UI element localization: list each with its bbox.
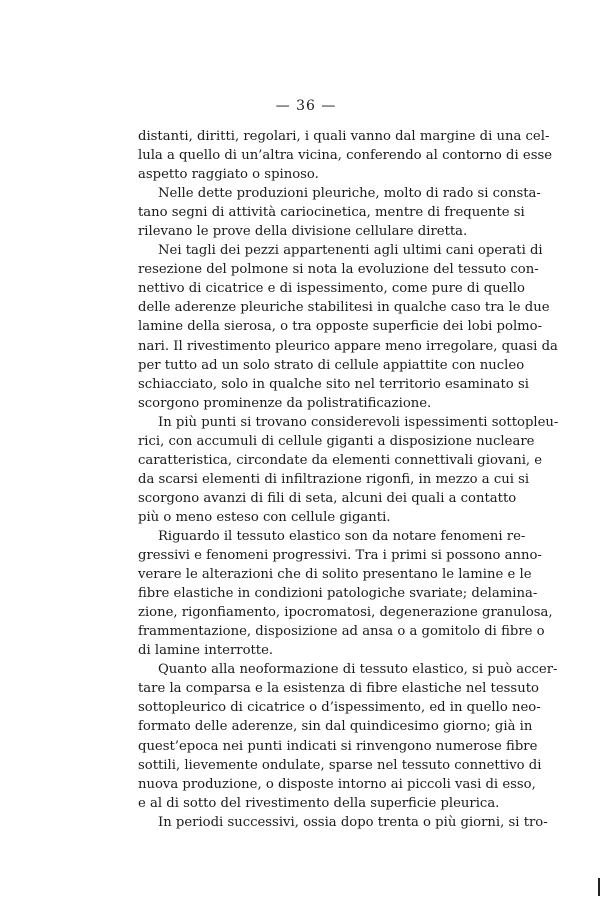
text-line: frammentazione, disposizione ad ansa o a gomitolo di fibre o [138, 624, 545, 640]
scan-edge-mark [598, 878, 600, 896]
text-line: più o meno esteso con cellule giganti. [138, 509, 391, 525]
text-line: scorgono avanzi di fili di seta, alcuni dei quali a contatto [138, 490, 517, 506]
text-line: Nei tagli dei pezzi appartenenti agli ultimi cani operati di [158, 243, 543, 259]
text-line: tano segni di attività cariocinetica, mentre di frequente si [138, 205, 525, 221]
text-line: Quanto alla neoformazione di tessuto elastico, si può accer- [158, 662, 558, 678]
text-line: tare la comparsa e la esistenza di fibre elastiche nel tessuto [138, 681, 539, 697]
text-line: aspetto raggiato o spinoso. [138, 167, 319, 183]
text-line: resezione del polmone si nota la evoluzione del tessuto con- [138, 262, 539, 278]
text-line: distanti, diritti, regolari, i quali vanno dal margine di una cel- [138, 129, 550, 144]
text-line: verare le alterazioni che di solito presentano le lamine e le [138, 567, 532, 583]
text-line: e al di sotto del rivestimento della superficie pleurica. [138, 795, 500, 811]
body-text [138, 127, 559, 832]
text-line: zione, rigonfiamento, ipocromatosi, degenerazione granulosa, [138, 605, 553, 621]
text-line: nari. Il rivestimento pleurico appare meno irregolare, quasi da [138, 338, 558, 354]
text-line: sottopleurico di cicatrice o d’ispessimento, ed in quello neo- [138, 700, 541, 716]
text-line: quest’epoca nei punti indicati si rinvengono numerose fibre [138, 738, 538, 754]
text-line: fibre elastiche in condizioni patologiche svariate; delamina- [138, 586, 538, 602]
text-line: sottili, lievemente ondulate, sparse nel tessuto connettivo di [138, 757, 542, 773]
text-line: rici, con accumuli di cellule giganti a disposizione nucleare [138, 433, 535, 449]
text-line: gressivi e fenomeni progressivi. Tra i primi si possono anno- [138, 548, 542, 564]
text-line: In periodi successivi, ossia dopo trenta o più giorni, si tro- [158, 814, 548, 830]
text-line: Nelle dette produzioni pleuriche, molto di rado si consta- [158, 186, 541, 202]
page-number: — 36 — [275, 98, 337, 114]
text-line: da scarsi elementi di infiltrazione rigonfi, in mezzo a cui si [138, 471, 530, 487]
text-line: delle aderenze pleuriche stabilitesi in qualche caso tra le due [138, 300, 550, 316]
text-line: lamine della sierosa, o tra opposte superficie dei lobi polmo- [138, 319, 543, 335]
text-line: schiacciato, solo in qualche sito nel territorio esaminato si [138, 376, 529, 392]
text-line: nuova produzione, o disposte intorno ai piccoli vasi di esso, [138, 776, 536, 792]
text-line: In più punti si trovano considerevoli ispessimenti sottopleu- [158, 414, 559, 430]
text-line: caratteristica, circondate da elementi connettivali giovani, e [138, 452, 543, 468]
text-line: nettivo di cicatrice e di ispessimento, come pure di quello [138, 281, 525, 297]
text-line: lula a quello di un’altra vicina, conferendo al contorno di esse [138, 148, 553, 164]
text-line: per tutto ad un solo strato di cellule appiattite con nucleo [138, 357, 525, 373]
text-line: Riguardo il tessuto elastico son da notare fenomeni re- [158, 528, 526, 544]
text-line: formato delle aderenze, sin dal quindicesimo giorno; già in [138, 719, 533, 735]
text-line: rilevano le prove della divisione cellulare diretta. [138, 224, 468, 240]
text-line: di lamine interrotte. [138, 643, 274, 659]
text-line: scorgono prominenze da polistratificazione. [138, 395, 432, 411]
